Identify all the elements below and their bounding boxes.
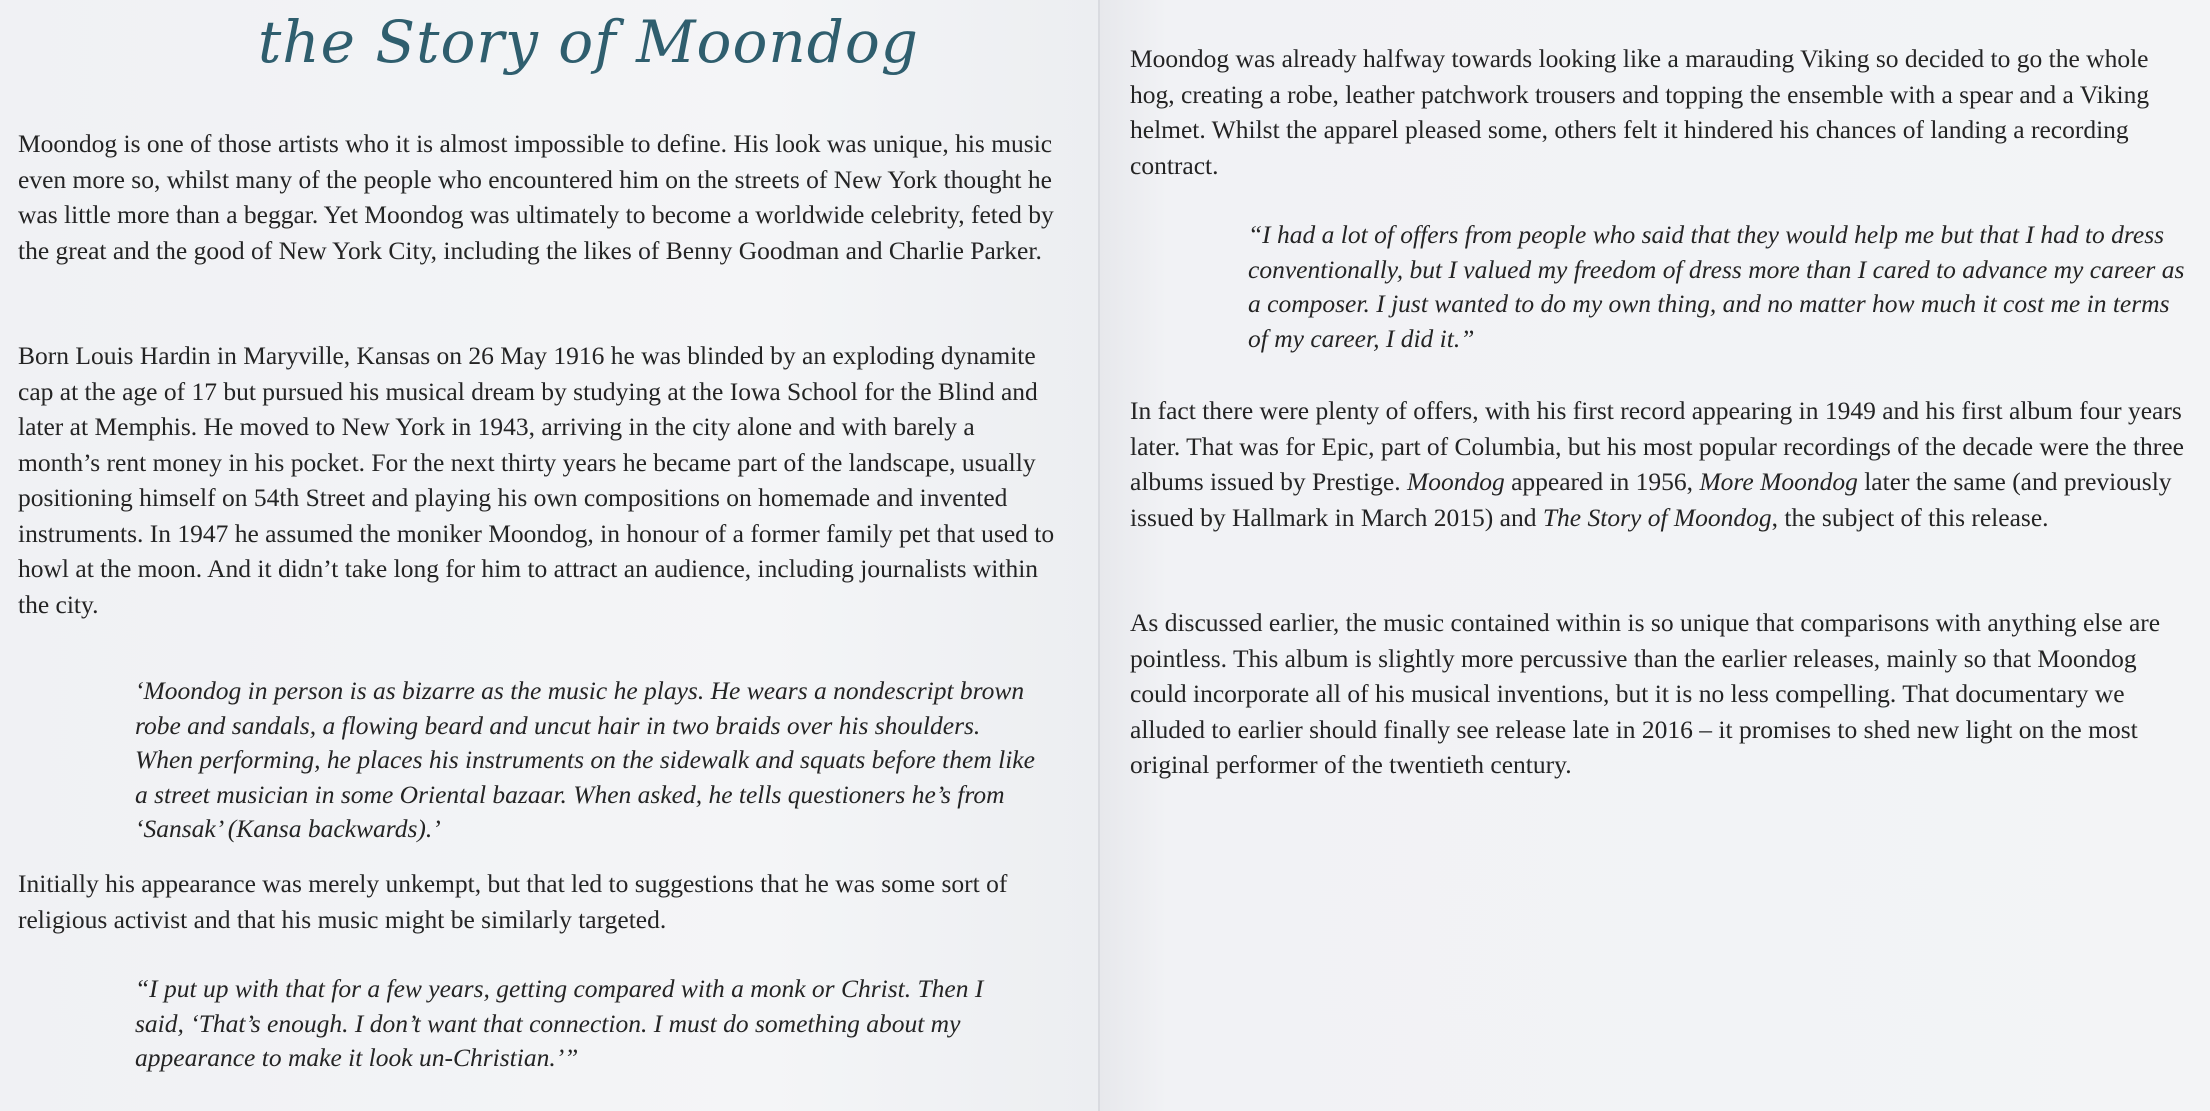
right-page <box>1100 0 2210 1111</box>
left-paragraph-2: Born Louis Hardin in Maryville, Kansas on 26 May 1916 he was blinded by an exploding dynamite cap at the age of 17 but pursued his musical dream by studying at the Iowa School for the Blind and later at Memphis. He moved to New York in 1943, arriving in the city alone and with barely a month’s rent money in his pocket. For the next thirty years he became part of the landscape, usually positioning himself on 54th Street and playing his own compositions on homemade and invented instruments. In 1947 he assumed the moniker Moondog, in honour of a former family pet that used to howl at the moon. And it didn’t take long for him to attract an audience, including journalists within the city. <box>18 341 1055 619</box>
album-title-moondog: Moondog <box>1406 467 1505 496</box>
right-paragraph-2 <box>1130 393 2190 535</box>
right-paragraph-1: Moondog was already halfway towards looking like a marauding Viking so decided to go the whole hog, creating a robe, leather patchwork trousers and topping the ensemble with a spear and a Viking helmet. Whilst the apparel pleased some, others felt it hindered his chances of landing a recording contract. <box>1130 44 2150 180</box>
album-title-story-of-moondog: The Story of Moondog <box>1542 502 1772 532</box>
right-paragraph-2-text-g: , the subject of this release. <box>1771 502 2049 532</box>
left-page <box>0 0 1098 1111</box>
right-paragraph-3: As discussed earlier, the music contained within is so unique that comparisons with anything else are pointless. This album is slightly more percussive than the earlier releases, mainly so that Moondog could incorporate all of his musical inventions, but it is no less compelling. That documentary we alluded to earlier should finally see release late in 2016 – it promises to shed new light on the most original performer of the twentieth century. <box>1130 608 2161 779</box>
album-title-more-moondog: More Moondog <box>1699 467 1858 496</box>
left-paragraph-3: Initially his appearance was merely unkempt, but that led to suggestions that he was some sort of religious activist and that his music might be similarly targeted. <box>18 869 1008 934</box>
right-paragraph-2-text-a: In fact there were plenty of offers, with his first record appearing in 1949 and his first album four years later. That was for Epic, part of Columbia, but his most popular recordings of the decade were the three albums issued by Prestige. <box>1130 396 2184 496</box>
left-quote-1: ‘Moondog in person is as bizarre as the music he plays. He wears a nondescript brown robe and sandals, a flowing beard and uncut hair in two braids over his shoulders. When performing, he places his instruments on the sidewalk and squats before them like a street musician in some Oriental bazaar. When asked, he tells questioners he’s from ‘Sansak’ (Kansa backwards).’ <box>135 676 1035 843</box>
right-paragraph-2-text-e: later the same (and previously issued by Hallmark in March 2015) and <box>1130 467 2172 532</box>
right-quote-1: “I had a lot of offers from people who said that they would help me but that I had to dress conventionally, but I valued my freedom of dress more than I cared to advance my career as a composer. I just wanted to do my own thing, and no matter how much it cost me in terms of my career, I did it.” <box>1248 220 2185 353</box>
left-quote-2: “I put up with that for a few years, getting compared with a monk or Christ. Then I said, ‘That’s enough. I don’t want that connection. I must do something about my appearance to make it look un-Christian.’” <box>135 974 984 1072</box>
right-paragraph-2-text-c: appeared in 1956, <box>1504 467 1700 496</box>
page-title: the Story of Moondog <box>258 8 919 76</box>
left-paragraph-1: Moondog is one of those artists who it is almost impossible to define. His look was unique, his music even more so, whilst many of the people who encountered him on the streets of New York thought he was little more than a beggar. Yet Moondog was ultimately to become a worldwide celebrity, feted by the great and the good of New York City, including the likes of Benny Goodman and Charlie Parker. <box>18 129 1054 265</box>
